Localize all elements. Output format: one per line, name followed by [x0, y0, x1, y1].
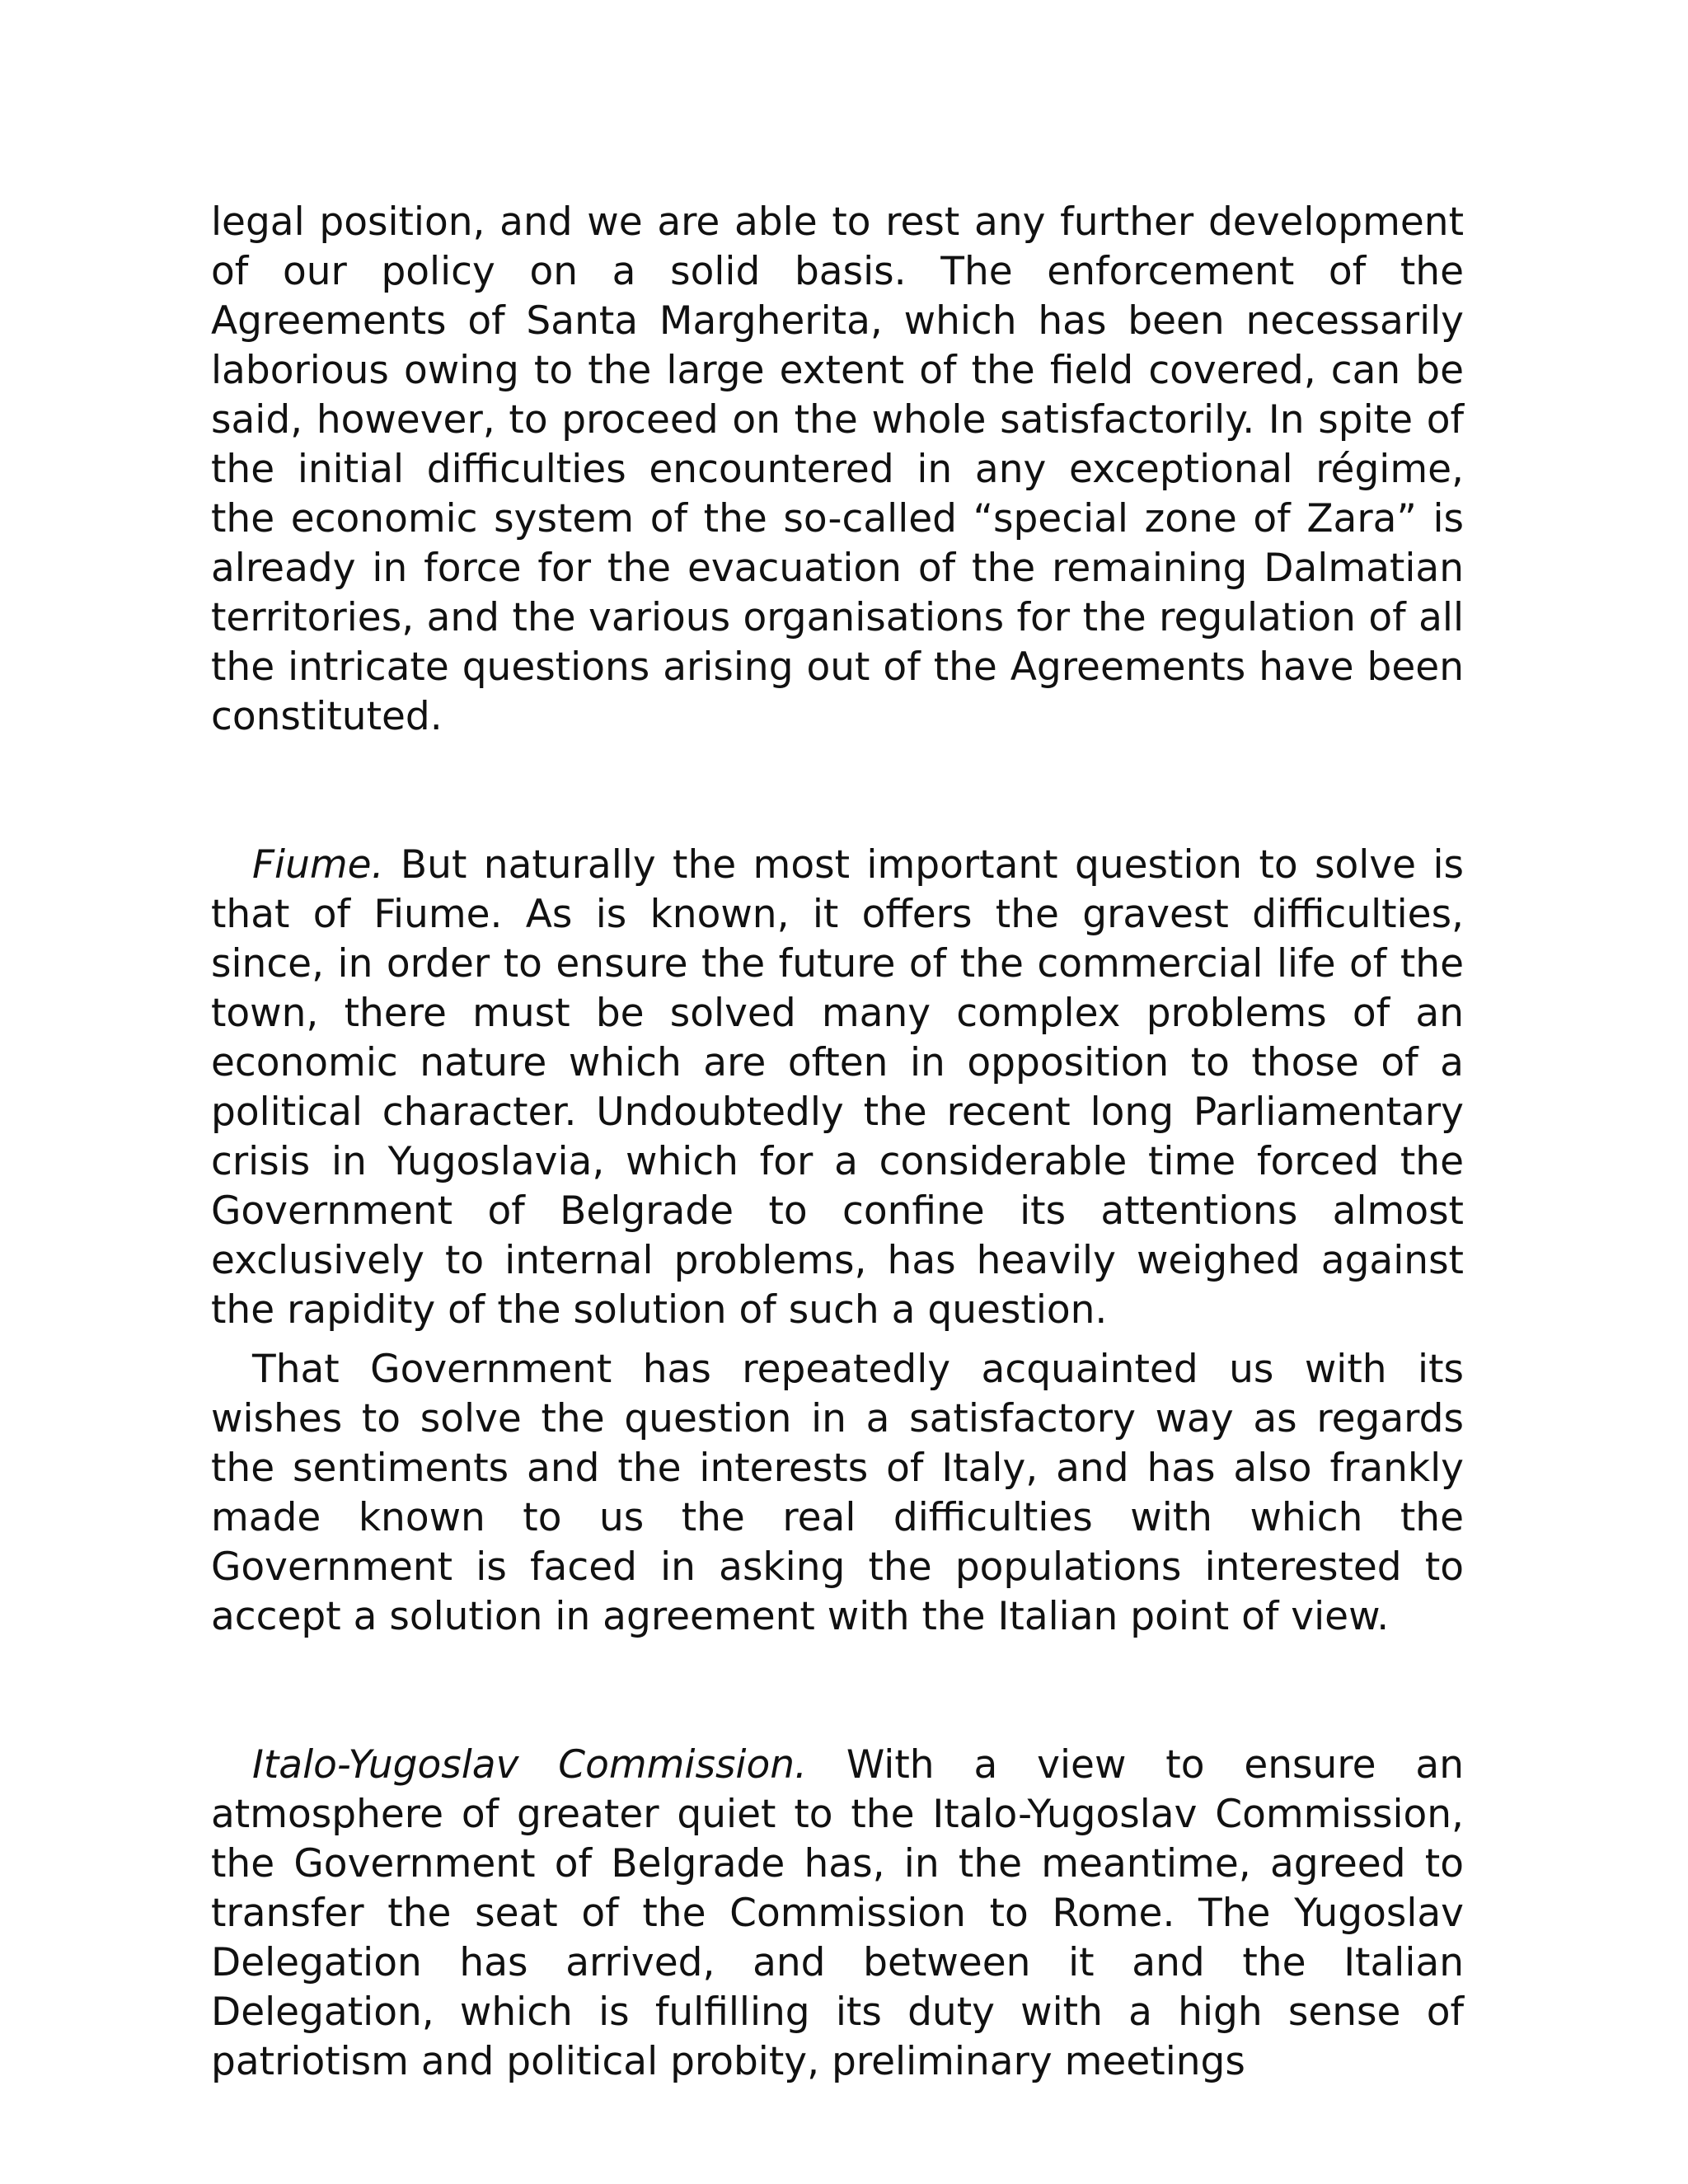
- commission-paragraph: [211, 1741, 1464, 2087]
- commission-text: With a view to ensure an atmosphere of greater quiet to the Italo-Yugoslav Commission, the Government of Belgrade has, in the meantime, agreed to transfer the seat of the Commission to Rome. The Yugoslav Delegation has arrived, and between it and the Italian Delegation, which is fulfilling its duty with a high sense of patriotism and political probity, preliminary meetings: [211, 1742, 1465, 2084]
- fiume-paragraph: [211, 841, 1464, 1335]
- commission-heading: Italo-Yugoslav Commission.: [252, 1742, 807, 1788]
- fiume-heading: Fiume.: [252, 842, 384, 888]
- document-page: [211, 198, 1464, 2087]
- continuation-paragraph: legal position, and we are able to rest any further development of our policy on a solid basis. The enforcement of the Agreements of Santa Margherita, which has been necessarily laborious owing to the large extent of the field covered, can be said, however, to proceed on the whole satisfactorily. In spite of the initial difficulties encountered in any exceptional régime, the economic system of the so-called “special zone of Zara” is already in force for the evacuation of the remaining Dalmatian territories, and the various organisations for the regulation of all the intricate questions arising out of the Agreements have been constituted.: [211, 199, 1464, 739]
- government-paragraph: That Government has repeatedly acquainted us with its wishes to solve the question in a satisfactory way as regards the sentiments and the interests of Italy, and has also frankly made known to us the real difficulties with which the Government is faced in asking the populations interested to accept a solution in agreement with the Italian point of view.: [211, 1347, 1464, 1639]
- fiume-text: But naturally the most important question to solve is that of Fiume. As is known, it offers the gravest difficulties, since, in order to ensure the future of the commercial life of the town, there must be solved many complex problems of an economic nature which are often in opposition to those of a political character. Undoubtedly the recent long Parliamentary crisis in Yugoslavia, which for a considerable time forced the Government of Belgrade to confine its attentions almost exclusively to internal problems, has heavily weighed against the rapidity of the solution of such a question.: [211, 842, 1464, 1333]
